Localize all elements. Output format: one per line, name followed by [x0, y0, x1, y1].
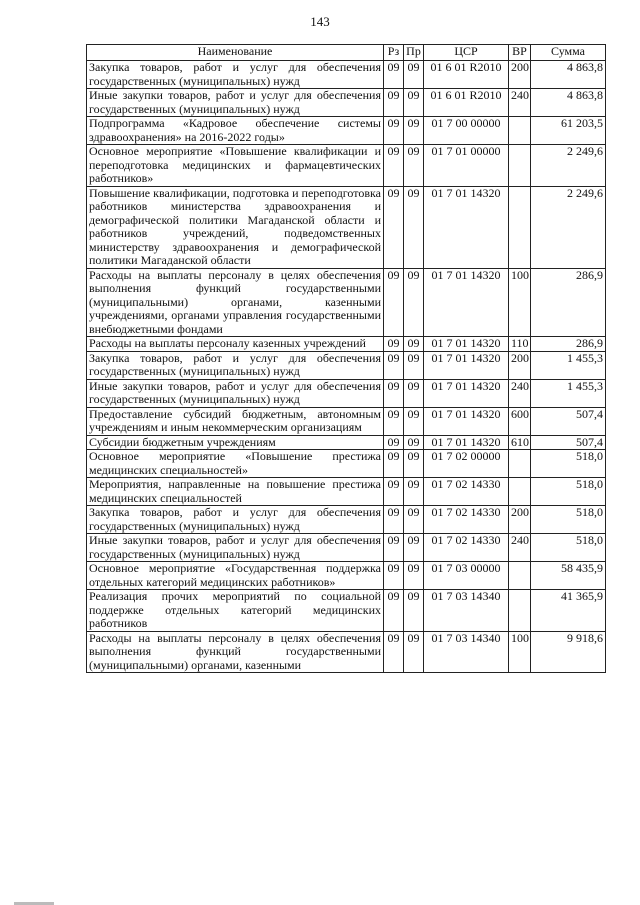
row-sum: 4 863,8: [531, 61, 606, 89]
row-rz: 09: [384, 534, 404, 562]
row-sum: 2 249,6: [531, 145, 606, 187]
row-name: Повышение квалификации, подготовка и переподготовка работников министерства здравоохранения и демографической политики Магаданской области и работников учреждений, подведомственных министерству здравоохранения и демографической политики Магаданской области: [87, 186, 384, 268]
row-pr: 09: [404, 379, 424, 407]
row-csr: 01 7 02 14330: [424, 506, 509, 534]
row-name: Основное мероприятие «Государственная поддержка отдельных категорий медицинских работников»: [87, 562, 384, 590]
row-vr: 200: [509, 351, 531, 379]
row-vr: 200: [509, 506, 531, 534]
row-pr: 09: [404, 450, 424, 478]
row-vr: 100: [509, 631, 531, 673]
row-vr: [509, 478, 531, 506]
table-row: [87, 450, 606, 478]
table-row: [87, 562, 606, 590]
row-pr: 09: [404, 117, 424, 145]
row-sum: 58 435,9: [531, 562, 606, 590]
row-vr: 240: [509, 534, 531, 562]
row-csr: 01 7 01 14320: [424, 379, 509, 407]
row-sum: 518,0: [531, 534, 606, 562]
row-name: Расходы на выплаты персоналу в целях обеспечения выполнения функций государственными (муниципальными) органами, казенными: [87, 631, 384, 673]
row-pr: 09: [404, 89, 424, 117]
row-pr: 09: [404, 407, 424, 435]
row-sum: 518,0: [531, 450, 606, 478]
row-rz: 09: [384, 145, 404, 187]
row-csr: 01 7 01 14320: [424, 268, 509, 337]
row-csr: 01 7 03 14340: [424, 631, 509, 673]
row-rz: 09: [384, 337, 404, 352]
row-csr: 01 7 01 14320: [424, 186, 509, 268]
row-sum: 2 249,6: [531, 186, 606, 268]
row-pr: 09: [404, 478, 424, 506]
row-name: Расходы на выплаты персоналу казенных учреждений: [87, 337, 384, 352]
row-pr: 09: [404, 562, 424, 590]
row-sum: 1 455,3: [531, 351, 606, 379]
row-vr: [509, 562, 531, 590]
row-pr: 09: [404, 631, 424, 673]
table-row: [87, 534, 606, 562]
row-csr: 01 6 01 R2010: [424, 61, 509, 89]
row-vr: [509, 450, 531, 478]
row-pr: 09: [404, 534, 424, 562]
row-rz: 09: [384, 478, 404, 506]
table-row: [87, 145, 606, 187]
table-row: [87, 117, 606, 145]
row-name: Субсидии бюджетным учреждениям: [87, 435, 384, 450]
row-vr: 100: [509, 268, 531, 337]
table-row: [87, 407, 606, 435]
row-vr: [509, 117, 531, 145]
row-vr: 200: [509, 61, 531, 89]
row-pr: 09: [404, 435, 424, 450]
row-name: Закупка товаров, работ и услуг для обеспечения государственных (муниципальных) нужд: [87, 506, 384, 534]
row-rz: 09: [384, 631, 404, 673]
table-row: [87, 337, 606, 352]
budget-table: [86, 44, 606, 673]
row-pr: 09: [404, 590, 424, 632]
table-row: [87, 590, 606, 632]
row-vr: 610: [509, 435, 531, 450]
row-vr: 240: [509, 89, 531, 117]
table-row: [87, 379, 606, 407]
row-vr: [509, 145, 531, 187]
row-sum: 518,0: [531, 478, 606, 506]
row-name: Подпрограмма «Кадровое обеспечение системы здравоохранения» на 2016-2022 годы»: [87, 117, 384, 145]
row-rz: 09: [384, 590, 404, 632]
row-sum: 4 863,8: [531, 89, 606, 117]
row-name: Закупка товаров, работ и услуг для обеспечения государственных (муниципальных) нужд: [87, 351, 384, 379]
row-rz: 09: [384, 407, 404, 435]
row-csr: 01 7 02 14330: [424, 534, 509, 562]
row-csr: 01 7 03 14340: [424, 590, 509, 632]
row-vr: [509, 186, 531, 268]
row-sum: 286,9: [531, 337, 606, 352]
table-row: [87, 435, 606, 450]
row-name: Мероприятия, направленные на повышение престижа медицинских специальностей: [87, 478, 384, 506]
table-row: [87, 478, 606, 506]
row-rz: 09: [384, 435, 404, 450]
row-csr: 01 7 02 00000: [424, 450, 509, 478]
table-row: [87, 351, 606, 379]
row-name: Реализация прочих мероприятий по социальной поддержке отдельных категорий медицинских работников: [87, 590, 384, 632]
row-rz: 09: [384, 379, 404, 407]
row-pr: 09: [404, 506, 424, 534]
header-vr: ВР: [509, 45, 531, 61]
table-row: [87, 506, 606, 534]
table-row: [87, 61, 606, 89]
row-csr: 01 7 01 14320: [424, 407, 509, 435]
row-name: Иные закупки товаров, работ и услуг для обеспечения государственных (муниципальных) нужд: [87, 534, 384, 562]
row-csr: 01 7 01 14320: [424, 435, 509, 450]
row-csr: 01 7 01 14320: [424, 337, 509, 352]
row-name: Расходы на выплаты персоналу в целях обеспечения выполнения функций государственными (муниципальными) органами, казенными учреждениями, органами управления государственными внебюджетными фондами: [87, 268, 384, 337]
row-sum: 1 455,3: [531, 379, 606, 407]
header-sum: Сумма: [531, 45, 606, 61]
page-number: 143: [310, 14, 330, 29]
row-rz: 09: [384, 117, 404, 145]
row-rz: 09: [384, 450, 404, 478]
header-csr: ЦСР: [424, 45, 509, 61]
table-row: [87, 186, 606, 268]
row-vr: 600: [509, 407, 531, 435]
row-vr: 110: [509, 337, 531, 352]
row-sum: 507,4: [531, 435, 606, 450]
row-rz: 09: [384, 506, 404, 534]
row-name: Иные закупки товаров, работ и услуг для обеспечения государственных (муниципальных) нужд: [87, 89, 384, 117]
row-name: Предоставление субсидий бюджетным, автономным учреждениям и иным некоммерческим организациям: [87, 407, 384, 435]
table-row: [87, 89, 606, 117]
row-rz: 09: [384, 562, 404, 590]
row-csr: 01 7 01 14320: [424, 351, 509, 379]
row-vr: [509, 590, 531, 632]
row-rz: 09: [384, 61, 404, 89]
row-pr: 09: [404, 61, 424, 89]
row-pr: 09: [404, 186, 424, 268]
table-row: [87, 268, 606, 337]
row-pr: 09: [404, 145, 424, 187]
row-sum: 61 203,5: [531, 117, 606, 145]
row-csr: 01 7 02 14330: [424, 478, 509, 506]
row-name: Основное мероприятие «Повышение квалификации и переподготовка медицинских и фармацевтических работников»: [87, 145, 384, 187]
row-pr: 09: [404, 268, 424, 337]
row-name: Основное мероприятие «Повышение престижа медицинских специальностей»: [87, 450, 384, 478]
row-rz: 09: [384, 351, 404, 379]
row-vr: 240: [509, 379, 531, 407]
row-sum: 9 918,6: [531, 631, 606, 673]
row-name: Закупка товаров, работ и услуг для обеспечения государственных (муниципальных) нужд: [87, 61, 384, 89]
row-pr: 09: [404, 337, 424, 352]
row-sum: 518,0: [531, 506, 606, 534]
row-name: Иные закупки товаров, работ и услуг для обеспечения государственных (муниципальных) нужд: [87, 379, 384, 407]
row-sum: 41 365,9: [531, 590, 606, 632]
row-sum: 507,4: [531, 407, 606, 435]
row-csr: 01 7 03 00000: [424, 562, 509, 590]
row-rz: 09: [384, 89, 404, 117]
row-csr: 01 7 01 00000: [424, 145, 509, 187]
row-sum: 286,9: [531, 268, 606, 337]
row-csr: 01 7 00 00000: [424, 117, 509, 145]
row-rz: 09: [384, 268, 404, 337]
header-rz: Рз: [384, 45, 404, 61]
table-header-row: [87, 45, 606, 61]
row-rz: 09: [384, 186, 404, 268]
table-row: [87, 631, 606, 673]
header-pr: Пр: [404, 45, 424, 61]
row-csr: 01 6 01 R2010: [424, 89, 509, 117]
row-pr: 09: [404, 351, 424, 379]
header-name: Наименование: [87, 45, 384, 61]
